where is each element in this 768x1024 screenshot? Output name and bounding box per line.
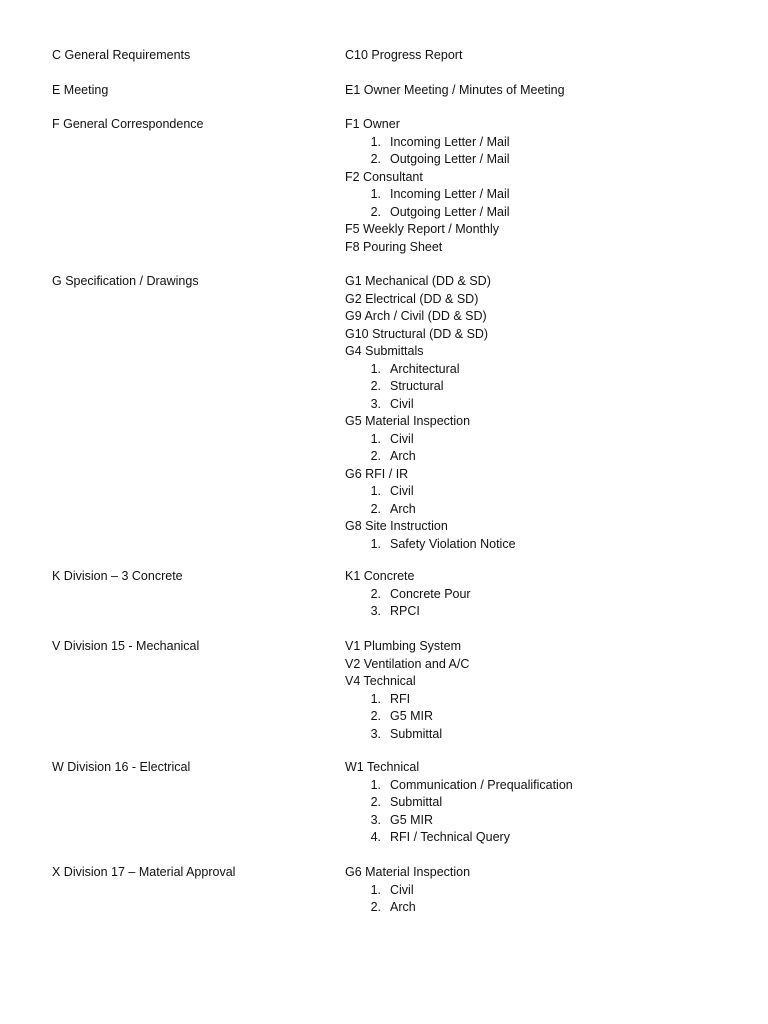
entry-title: G5 Material Inspection <box>345 414 471 428</box>
list-item-text: Architectural <box>390 361 460 376</box>
section-entries <box>345 47 755 65</box>
list-item-text: Safety Violation Notice <box>390 536 516 551</box>
sub-item-list <box>345 134 755 169</box>
sub-item-list <box>345 431 755 466</box>
list-item <box>345 151 755 169</box>
list-item-text: Civil <box>390 484 414 498</box>
sub-item-list <box>345 691 755 744</box>
list-item <box>345 882 755 900</box>
entry-title: V4 Technical <box>345 674 416 688</box>
entry-title: G4 Submittals <box>345 344 424 358</box>
entry-title: W1 Technical <box>345 760 420 774</box>
list-item-number: 2. <box>370 795 381 809</box>
list-item-text: RFI / Technical Query <box>390 830 510 844</box>
entry-title: V1 Plumbing System <box>345 639 462 653</box>
list-item <box>345 483 755 501</box>
section-code: X Division 17 – Material Approval <box>52 865 236 879</box>
section-entries <box>345 864 755 917</box>
list-item-text: Civil <box>390 396 414 411</box>
list-item <box>345 134 755 152</box>
list-item-number: 3. <box>370 604 381 618</box>
entry-title: G9 Arch / Civil (DD & SD) <box>345 309 487 323</box>
list-item <box>345 603 755 621</box>
list-item <box>345 204 755 222</box>
list-item-number: 1. <box>370 361 381 376</box>
list-item-number: 1. <box>370 882 381 897</box>
list-item-text: Incoming Letter / Mail <box>390 187 510 201</box>
list-item-number: 2. <box>370 152 381 166</box>
sub-item-list <box>345 361 755 414</box>
list-item <box>345 586 755 604</box>
entry-title: G6 Material Inspection <box>345 865 471 879</box>
section-code: F General Correspondence <box>52 117 204 131</box>
list-item-text: Arch <box>390 900 416 914</box>
entry-title: F1 Owner <box>345 117 400 131</box>
list-item-text: Civil <box>390 882 414 897</box>
list-item-text: RFI <box>390 691 411 706</box>
section-code: V Division 15 - Mechanical <box>52 639 200 653</box>
list-item <box>345 777 755 795</box>
list-item <box>345 829 755 847</box>
section-code: W Division 16 - Electrical <box>52 760 191 774</box>
list-item <box>345 536 755 554</box>
list-item <box>345 448 755 466</box>
list-item-text: Arch <box>390 501 416 516</box>
list-item <box>345 812 755 830</box>
list-item-number: 3. <box>370 812 381 827</box>
list-item-number: 1. <box>370 691 381 706</box>
sub-item-list <box>345 882 755 917</box>
list-item <box>345 378 755 396</box>
list-item-text: RPCI <box>390 604 420 618</box>
entry-title: G1 Mechanical (DD & SD) <box>345 274 491 288</box>
list-item-number: 1. <box>370 777 381 792</box>
list-item-number: 2. <box>370 709 381 723</box>
section-entries <box>345 116 755 256</box>
list-item <box>345 899 755 917</box>
list-item-number: 1. <box>370 187 381 201</box>
list-item-number: 3. <box>370 726 381 741</box>
list-item <box>345 708 755 726</box>
sub-item-list <box>345 586 755 621</box>
entry-title: F2 Consultant <box>345 169 423 184</box>
list-item-number: 3. <box>370 396 381 411</box>
list-item-number: 2. <box>370 900 381 914</box>
list-item-text: G5 MIR <box>390 812 434 827</box>
section-entries <box>345 273 755 553</box>
entry-title: K1 Concrete <box>345 569 415 583</box>
list-item-text: Concrete Pour <box>390 586 471 601</box>
list-item <box>345 186 755 204</box>
section-code: K Division – 3 Concrete <box>52 569 183 583</box>
entry-title: C10 Progress Report <box>345 48 463 62</box>
section-entries <box>345 568 755 621</box>
list-item-text: Outgoing Letter / Mail <box>390 152 510 166</box>
list-item-text: G5 MIR <box>390 709 434 723</box>
sub-item-list <box>345 777 755 847</box>
entry-title: G8 Site Instruction <box>345 519 448 533</box>
entry-title: G10 Structural (DD & SD) <box>345 326 489 341</box>
list-item-number: 1. <box>370 484 381 498</box>
entry-title: V2 Ventilation and A/C <box>345 656 470 671</box>
list-item <box>345 726 755 744</box>
entry-title: G6 RFI / IR <box>345 466 409 481</box>
list-item <box>345 361 755 379</box>
list-item <box>345 501 755 519</box>
section-code: C General Requirements <box>52 48 191 62</box>
entry-title: G2 Electrical (DD & SD) <box>345 291 479 306</box>
list-item-text: Communication / Prequalification <box>390 777 573 792</box>
section-entries <box>345 82 755 100</box>
list-item-number: 1. <box>370 134 381 149</box>
list-item-text: Outgoing Letter / Mail <box>390 204 510 219</box>
list-item-number: 2. <box>370 501 381 516</box>
list-item-number: 1. <box>370 536 381 551</box>
list-item-number: 2. <box>370 449 381 463</box>
list-item <box>345 431 755 449</box>
list-item <box>345 396 755 414</box>
list-item <box>345 691 755 709</box>
sub-item-list <box>345 483 755 518</box>
list-item <box>345 794 755 812</box>
sub-item-list <box>345 536 755 554</box>
sub-item-list <box>345 186 755 221</box>
section-code: E Meeting <box>52 83 109 97</box>
entry-title: E1 Owner Meeting / Minutes of Meeting <box>345 83 565 97</box>
list-item-number: 2. <box>370 204 381 219</box>
list-item-text: Submittal <box>390 726 443 741</box>
entry-title: F8 Pouring Sheet <box>345 239 443 254</box>
list-item-text: Submittal <box>390 795 443 809</box>
list-item-number: 4. <box>370 830 381 844</box>
list-item-text: Structural <box>390 379 444 393</box>
section-code: G Specification / Drawings <box>52 274 199 288</box>
list-item-number: 2. <box>370 586 381 601</box>
entry-title: F5 Weekly Report / Monthly <box>345 222 499 236</box>
list-item-number: 2. <box>370 379 381 393</box>
list-item-text: Civil <box>390 431 414 446</box>
list-item-text: Arch <box>390 449 416 463</box>
list-item-text: Incoming Letter / Mail <box>390 134 510 149</box>
section-entries <box>345 638 755 743</box>
list-item-number: 1. <box>370 431 381 446</box>
section-entries <box>345 759 755 847</box>
